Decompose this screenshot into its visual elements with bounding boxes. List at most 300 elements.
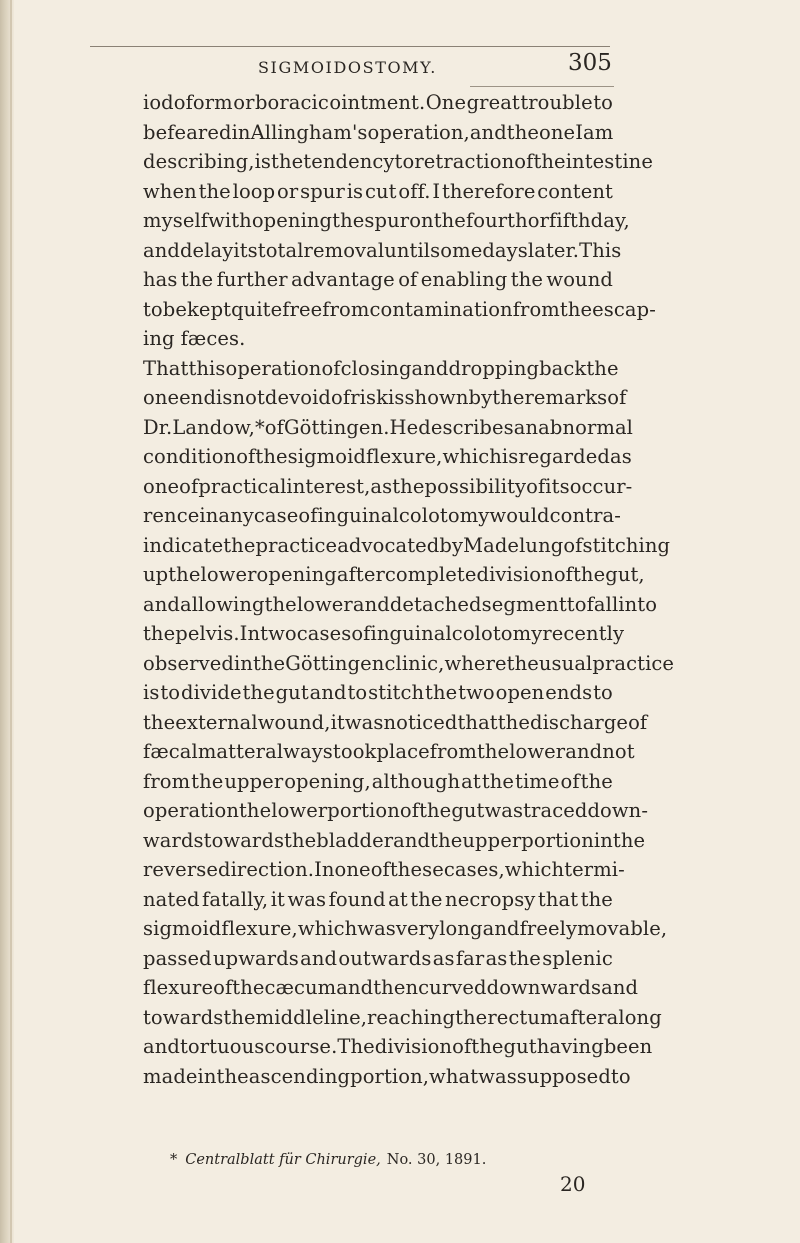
text-line [143,826,646,856]
word: of [563,533,583,557]
word: cæcum [264,976,337,999]
word: of [399,799,420,822]
word: and [565,740,603,763]
word: in [593,828,613,852]
word: ointment. [329,91,426,114]
word: the [271,150,304,173]
word: removal [303,238,385,262]
word: to [593,681,613,704]
word: portion, [350,1064,430,1088]
word: supposed [516,1064,611,1088]
word: of [560,769,580,793]
word: and [601,976,639,999]
word: the [476,740,510,763]
word: an [513,415,539,439]
word: and [143,1035,180,1058]
word: fatally, [202,887,269,911]
word: upwards [213,946,299,970]
word: on [409,209,434,232]
word: as [609,445,632,468]
word: day, [590,209,630,232]
word: the [284,828,317,852]
word: the [191,769,224,793]
word: fæces. [180,327,246,350]
word: the [497,710,530,734]
word: has [143,268,178,291]
word: noticed [383,710,458,734]
word: very [395,917,440,940]
word: practical [198,474,287,498]
word: outwards [338,946,432,970]
text-line [143,177,613,207]
word: and [309,681,347,704]
word: the [508,946,541,970]
word: tendency [303,150,395,173]
word: He [389,415,419,439]
word: discharge [530,710,629,734]
word: ends [545,681,593,704]
word: passed [143,946,212,970]
word: the [506,651,539,675]
word: of [607,386,627,409]
word: the [216,1064,249,1088]
word: the [612,828,646,852]
word: describes [418,415,514,439]
word: the [455,1005,488,1029]
word: gut [503,1035,537,1058]
top-rule [90,46,610,47]
word: remarks [524,386,608,409]
word: to [566,592,587,616]
word: Göttingen. [283,415,390,439]
word: which [504,858,565,881]
word: was [287,887,327,911]
word: any [218,504,254,527]
word: of [179,474,199,498]
word: is [346,179,364,203]
text-line [143,442,632,472]
word: sigmoid [143,917,222,940]
word: open [495,681,545,704]
text-line [143,649,675,679]
word: operation [143,799,239,822]
word: back [539,356,587,380]
word: to [347,681,368,704]
word: is [254,150,272,173]
word: lower [296,592,353,616]
word: and [143,592,180,616]
word: two [260,622,297,645]
word: termi- [564,858,625,881]
word: is [143,681,160,704]
word: Allingham's [250,120,368,144]
word: upper [224,769,284,793]
word: of [452,1035,472,1058]
word: case [253,504,299,527]
word: condition [143,445,237,468]
word: at [461,769,481,793]
text-line [143,324,613,354]
word: advocated [337,533,440,557]
word: cases, [443,858,505,881]
word: one [143,386,180,409]
word: colotomy [451,622,543,645]
word: of [264,415,284,439]
word: always [265,740,333,763]
word: content [537,179,613,203]
word: in [233,651,253,675]
signature-mark: 20 [560,1172,586,1196]
word: division [374,1035,453,1058]
word: segment [481,592,567,616]
word: movable, [577,917,668,940]
word: place [376,740,430,763]
word: the [143,710,176,734]
word: of [298,504,318,527]
word: wound, [257,710,331,734]
text-line [143,265,613,295]
word: of [331,386,351,409]
word: regarded [518,445,610,468]
word: be [143,120,168,144]
word: quite [231,297,283,321]
word: ing [143,327,175,350]
text-line [143,501,621,531]
word: fifth [549,209,591,232]
word: towards [143,1005,224,1029]
word: dropping [448,356,540,380]
word: of [398,268,418,291]
word: The [337,1035,375,1058]
word: and [469,120,507,144]
word: interest, [286,474,371,498]
word: the [430,828,463,852]
word: detached [389,592,482,616]
word: recently [542,622,625,645]
word: and [352,592,390,616]
text-line [143,88,613,118]
word: fourth [465,209,528,232]
word: gut, [605,563,645,586]
word: this [188,356,226,380]
word: that [537,887,579,911]
word: of [236,445,256,468]
text-line [143,855,625,885]
word: to [610,1064,631,1088]
word: of [213,976,233,999]
text-line [143,206,630,236]
word: Dr. [143,415,173,439]
word: later. [527,238,580,262]
word: lower [271,799,328,822]
word: of [526,474,546,498]
word: course. [264,1035,338,1058]
word: therefore [441,179,536,203]
word: occur- [569,474,633,498]
word: to [593,91,613,114]
word: Landow,* [172,415,265,439]
word: lower [200,563,257,586]
word: of [514,150,534,173]
word: divide [180,681,242,704]
text-line [143,236,622,266]
word: gut [451,799,485,822]
word: these [389,858,444,881]
word: reaching [367,1005,456,1029]
word: risk [350,386,388,409]
word: of [351,622,371,645]
word: or [277,179,299,203]
word: when [143,179,197,203]
word: to [160,681,181,704]
word: is [388,386,405,409]
word: closing [340,356,412,380]
word: not [232,386,265,409]
word: is [216,386,233,409]
word: towards [203,828,285,852]
word: the [481,769,515,793]
word: and [143,238,180,262]
word: operation, [367,120,470,144]
word: the [425,681,458,704]
word: fæcal [143,740,198,763]
word: iodoform [143,91,233,114]
text-line [143,885,613,915]
word: retraction [414,150,515,173]
word: portion [327,799,400,822]
word: was [478,1064,517,1088]
word: was [357,917,396,940]
word: from [143,769,191,793]
word: the [410,887,443,911]
word: and [482,917,520,940]
text-line [143,590,658,620]
text-line [143,619,625,649]
word: of [370,858,390,881]
word: of [321,356,341,380]
word: as [432,946,455,970]
word: operation [225,356,322,380]
word: that [457,710,498,734]
word: the [232,976,265,999]
word: nated [143,887,200,911]
word: be [162,297,188,321]
word: would [489,504,550,527]
word: clinic, [384,651,445,675]
word: sigmoid [287,445,367,468]
word: colotomy [398,504,490,527]
word: the [572,563,606,586]
word: wound [546,268,613,291]
word: of [553,563,573,586]
word: up [143,563,169,586]
word: was [484,799,524,822]
word: describing, [143,150,255,173]
text-line [143,147,653,177]
word: feared [167,120,232,144]
word: rence [143,504,200,527]
word: the [223,533,256,557]
word: days [482,238,528,262]
word: into [618,592,658,616]
word: flexure [143,976,214,999]
word: practice [592,651,675,675]
word: been [603,1035,653,1058]
body-text [143,88,675,1091]
word: opening, [284,769,371,793]
text-line [143,413,634,443]
word: escap- [592,297,656,321]
word: advantage [291,268,395,291]
word: abnormal [538,415,634,439]
word: external [175,710,258,734]
word: direction. [218,858,315,881]
word: indicate [143,533,224,557]
text-line [143,295,656,325]
word: it [270,887,285,911]
word: the [433,209,466,232]
word: the [533,150,566,173]
word: the [559,297,593,321]
word: myself [143,209,209,232]
word: further [216,268,288,291]
word: shown [404,386,469,409]
word: division [476,563,554,586]
text-line [143,383,627,413]
word: as [370,474,393,498]
word: two [458,681,495,704]
word: trouble [520,91,593,114]
word: the [392,474,425,498]
word: enabling [420,268,508,291]
footnote-reference: No. 30, 1891. [386,1152,487,1168]
word: loop [232,179,276,203]
word: down- [587,799,649,822]
word: time [515,769,560,793]
word: cut [364,179,397,203]
word: a [606,1005,619,1029]
word: free [282,297,323,321]
word: from [322,297,370,321]
word: the [492,386,525,409]
word: and [336,976,374,999]
word: having [536,1035,604,1058]
word: as [485,946,508,970]
word: to [143,297,163,321]
word: where [444,651,507,675]
word: the [580,769,613,793]
word: opening [256,563,337,586]
word: upper [462,828,522,852]
word: complete [384,563,477,586]
word: by [439,533,464,557]
word: after [558,1005,607,1029]
word: traced [523,799,588,822]
word: until [384,238,431,262]
text-line [143,678,613,708]
word: or [527,209,550,232]
word: which [442,445,502,468]
word: far [455,946,485,970]
word: practice [255,533,338,557]
word: the [419,799,452,822]
word: the [180,268,214,291]
word: one [143,474,180,498]
word: Madelung [463,533,564,557]
word: spur [364,209,410,232]
word: opening [251,209,333,232]
word: from [429,740,477,763]
word: took [332,740,377,763]
word: the [252,651,286,675]
word: allowing [179,592,265,616]
word: it [330,710,345,734]
word: which [297,917,358,940]
word: flexure, [366,445,443,468]
word: In [314,858,335,881]
word: gut [275,681,309,704]
word: in [199,504,219,527]
head-rule [470,86,614,87]
word: freely [519,917,578,940]
word: observed [143,651,234,675]
word: is [501,445,519,468]
word: with [208,209,252,232]
word: one [539,120,576,144]
word: total [257,238,304,262]
word: the [143,622,176,645]
word: cases [296,622,352,645]
word: then [373,976,419,999]
word: the [510,268,543,291]
text-line [143,531,671,561]
word: kept [187,297,232,321]
word: curved [418,976,487,999]
word: the [168,563,201,586]
word: I [575,120,583,144]
word: off. [398,179,431,203]
word: downwards [486,976,602,999]
word: of [628,710,648,734]
word: its [545,474,570,498]
word: by [468,386,493,409]
word: rectum [487,1005,559,1029]
text-line [143,1003,662,1033]
word: in [231,120,251,144]
word: spur [300,179,345,203]
word: That [143,356,189,380]
word: the [580,887,613,911]
word: intestine [565,150,653,173]
word: usual [538,651,593,675]
word: Göttingen [285,651,385,675]
text-line [143,708,648,738]
word: ascending [248,1064,351,1088]
text-line [143,1062,631,1092]
word: to [394,150,415,173]
word: in [197,1064,217,1088]
word: and [411,356,449,380]
word: tortuous [179,1035,265,1058]
word: although [371,769,461,793]
word: made [143,1064,198,1088]
word: devoid [264,386,332,409]
word: the [198,179,231,203]
word: the [223,1005,256,1029]
footnote-marker: * [170,1152,178,1168]
word: at [388,887,408,911]
text-line [143,737,635,767]
